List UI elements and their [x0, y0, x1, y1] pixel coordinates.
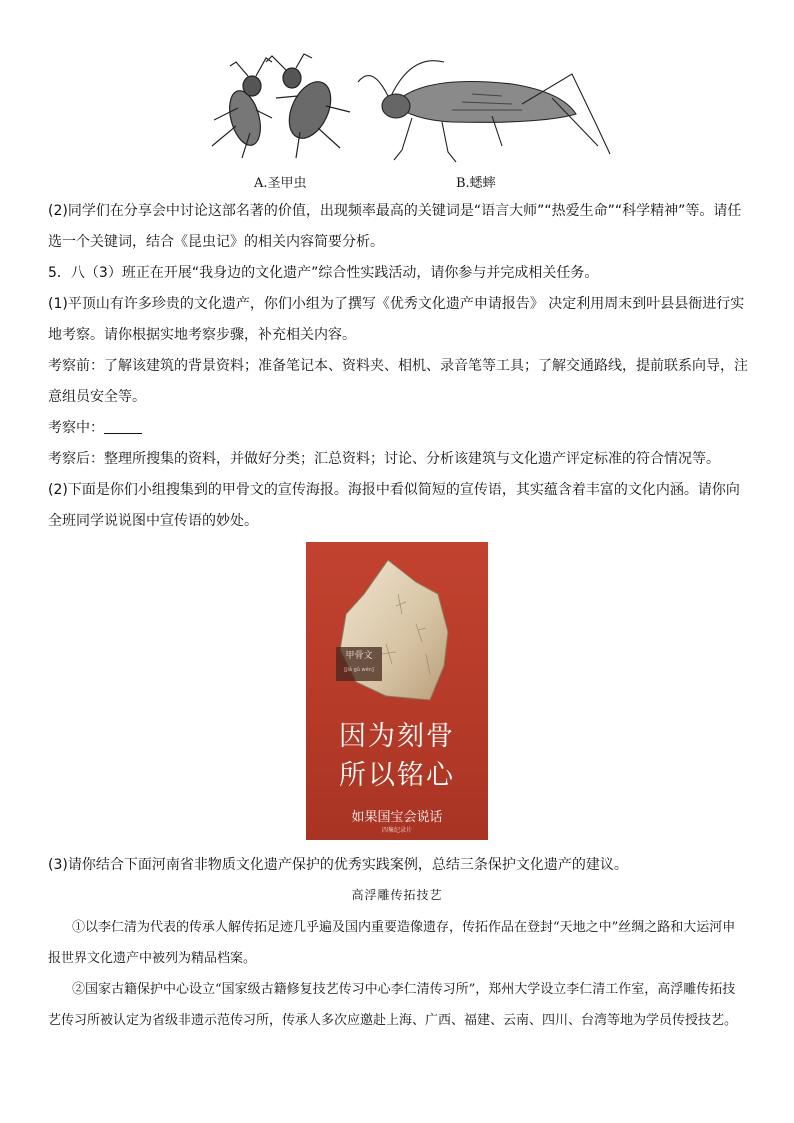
during-label: 考察中： — [48, 420, 104, 436]
oracle-bone-fragment-image — [326, 554, 456, 704]
case-paragraph: ①以李仁清为代表的传承人解传拓足迹几乎遍及国内重要造像遗存，传拓作品在登封“天地之中”丝绸之路和大运河申报世界文化遗产中被列为精品档案。 — [48, 920, 736, 966]
question-paragraph: (2)下面是你们小组搜集到的甲骨文的宣传海报。海报中看似简短的宣传语，其实蕴含着丰富的文化内涵。请你向全班同学说说图中宣传语的妙处。 — [48, 482, 740, 529]
case-text-block — [48, 912, 748, 1036]
insect-figures — [0, 48, 794, 198]
poster-tag — [336, 647, 382, 681]
poster-brand: 如果国宝会说话 — [351, 810, 443, 825]
figure-a-caption: A.圣甲虫 — [254, 176, 307, 191]
after-paragraph: 考察后：整理所搜集的资料，并做好分类；汇总资料；讨论、分析该建筑与文化遗产评定标准的符合情况等。 — [48, 451, 720, 467]
answer-blank[interactable] — [104, 419, 142, 434]
question-paragraph: (2)同学们在分享会中讨论这部名著的价值，出现频率最高的关键词是“语言大师”“热爱生命”“科学精神”等。请任选一个关键词，结合《昆虫记》的相关内容简要分析。 — [48, 203, 742, 250]
case-title: 高浮雕传拓技艺 — [351, 888, 443, 902]
figure-b-caption: B.蟋蟀 — [456, 176, 496, 191]
question-paragraph: 考察前：了解该建筑的背景资料；准备笔记本、资料夹、相机、录音笔等工具；了解交通路线，提前联系向导，注意组员安全等。 — [48, 358, 748, 405]
poster-slogan-line2: 所以铭心 — [339, 760, 455, 791]
cricket-illustration — [352, 54, 614, 166]
question-paragraph: (3)请你结合下面河南省非物质文化遗产保护的优秀实践案例，总结三条保护文化遗产的建议。 — [48, 857, 628, 873]
poster-tag-pinyin: [jiǎ gǔ wén] — [344, 667, 374, 673]
question-paragraph: 5．八（3）班正在开展“我身边的文化遗产”综合性实践活动，请你参与并完成相关任务。 — [48, 265, 599, 281]
question-text-block — [48, 196, 748, 537]
poster-brand-sub: 四集纪录片 — [381, 827, 412, 834]
poster-slogan-line1: 因为刻骨 — [339, 721, 455, 752]
poster-tag-title: 甲骨文 — [345, 651, 373, 661]
question-3-block — [48, 850, 748, 881]
oracle-bone-poster — [306, 542, 488, 840]
during-line — [48, 413, 748, 444]
scarab-beetle-illustration — [200, 48, 355, 160]
question-paragraph: (1)平顶山有许多珍贵的文化遗产，你们小组为了撰写《优秀文化遗产申请报告》 决定利用周末到叶县县衙进行实地考察。请你根据实地考察步骤，补充相关内容。 — [48, 296, 745, 343]
case-paragraph: ②国家古籍保护中心设立“国家级古籍修复技艺传习中心李仁清传习所”，郑州大学设立李仁清工作室，高浮雕传拓技艺传习所被认定为省级非遗示范传习所，传承人多次应邀赴上海、广西、福建、云南、四川、台湾等地为学员传授技艺。 — [48, 982, 738, 1028]
